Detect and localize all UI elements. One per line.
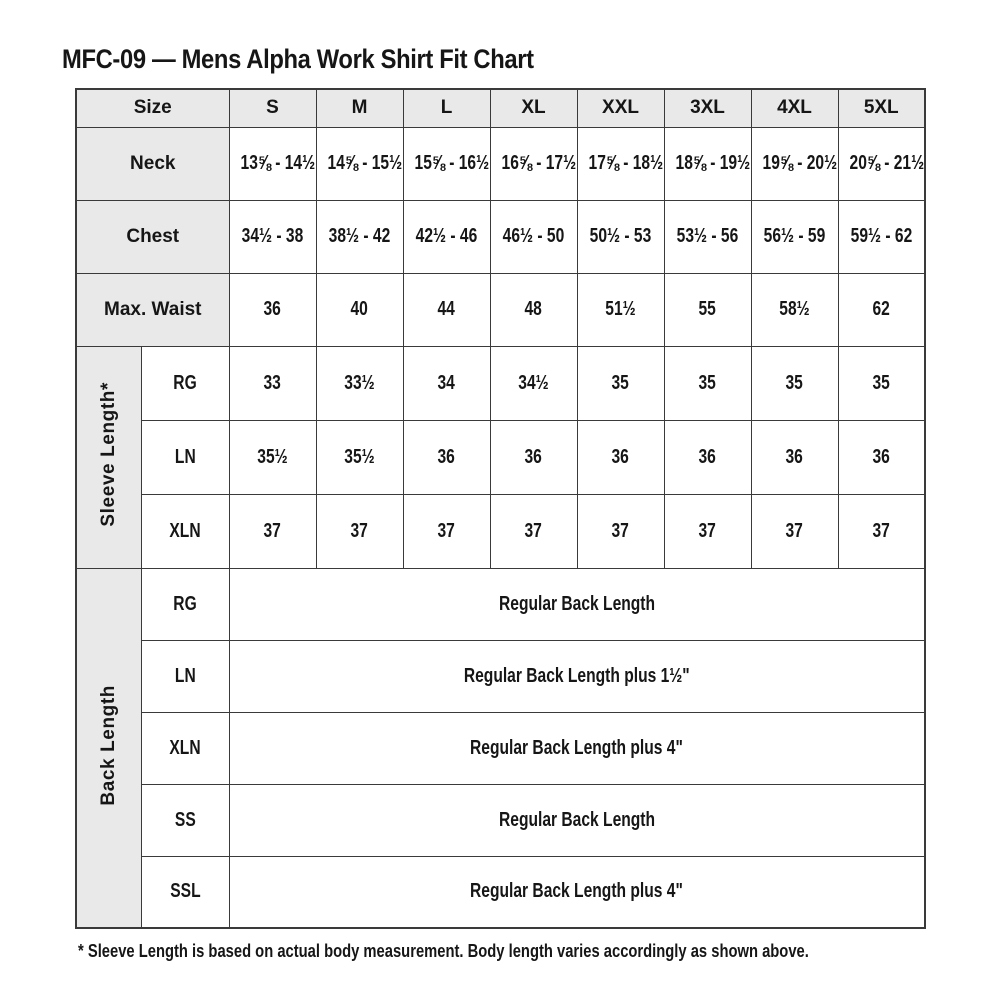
sleeve-ln-row [76, 420, 925, 494]
back-length-section-label-cell [76, 568, 141, 928]
chest-value: 59½ - 62 [850, 225, 913, 247]
waist-value: 40 [350, 298, 369, 320]
neck-value: 18⅝ - 19½ [675, 152, 750, 174]
sleeve-xln-value-cell [838, 494, 925, 568]
sleeve-ln-value-cell [403, 420, 490, 494]
sleeve-rg-code: RG [141, 346, 229, 420]
sleeve-rg-value-cell [229, 346, 316, 420]
neck-value-cell [838, 127, 925, 200]
sleeve-xln-row [76, 494, 925, 568]
back-rg-row [76, 568, 925, 640]
back-length-section-label: Back Length [97, 684, 119, 806]
sleeve-rg-value-cell [403, 346, 490, 420]
back-ssl-row [76, 856, 925, 928]
neck-value: 14⅝ - 15½ [327, 152, 402, 174]
back-xln-row [76, 712, 925, 784]
chest-row [76, 200, 925, 273]
back-xln-text-cell [229, 712, 925, 784]
header-size-label: Size [76, 89, 229, 127]
sleeve-rg-value: 35 [611, 371, 630, 394]
sleeve-ln-value: 36 [437, 445, 456, 468]
header-size-xxl: XXL [577, 89, 664, 127]
sleeve-rg-value: 34 [437, 371, 456, 394]
neck-value-cell [229, 127, 316, 200]
sleeve-rg-value: 33 [263, 371, 282, 394]
waist-value-cell [403, 273, 490, 346]
header-size-4xl: 4XL [751, 89, 838, 127]
waist-value-cell [229, 273, 316, 346]
sleeve-xln-value: 37 [263, 519, 282, 542]
back-ln-text: Regular Back Length plus 1½" [463, 664, 690, 687]
sleeve-rg-value-cell [316, 346, 403, 420]
back-xln-text: Regular Back Length plus 4" [470, 736, 684, 759]
back-rg-code: RG [141, 568, 229, 640]
sleeve-rg-value: 35 [785, 371, 804, 394]
sleeve-xln-value-cell [577, 494, 664, 568]
header-size-xl: XL [490, 89, 577, 127]
sleeve-ln-value-cell [490, 420, 577, 494]
back-ssl-code: SSL [141, 856, 229, 928]
sleeve-ln-value: 36 [611, 445, 630, 468]
back-xln-code: XLN [141, 712, 229, 784]
sleeve-xln-value: 37 [785, 519, 804, 542]
sleeve-length-section-label: Sleeve Length* [97, 382, 119, 527]
back-ln-row [76, 640, 925, 712]
sleeve-ln-value: 35½ [344, 445, 375, 468]
header-size-5xl: 5XL [838, 89, 925, 127]
fit-chart-table [75, 88, 926, 929]
sleeve-xln-value-cell [316, 494, 403, 568]
back-ss-code: SS [141, 784, 229, 856]
header-size-l: L [403, 89, 490, 127]
sleeve-length-section-label-cell [76, 346, 141, 568]
sleeve-xln-value: 37 [872, 519, 890, 542]
waist-value: 51½ [605, 298, 636, 320]
back-rg-text-cell [229, 568, 925, 640]
waist-value: 62 [872, 298, 890, 320]
waist-value: 48 [524, 298, 543, 320]
sleeve-rg-value-cell [664, 346, 751, 420]
chest-value-cell [229, 200, 316, 273]
neck-value: 17⅝ - 18½ [588, 152, 663, 174]
max-waist-row [76, 273, 925, 346]
sleeve-xln-value-cell [664, 494, 751, 568]
sleeve-xln-value-cell [229, 494, 316, 568]
neck-value: 16⅝ - 17½ [501, 152, 576, 174]
chest-value-cell [403, 200, 490, 273]
waist-value: 58½ [779, 298, 810, 320]
sleeve-xln-value-cell [490, 494, 577, 568]
header-size-3xl: 3XL [664, 89, 751, 127]
sleeve-ln-value: 36 [524, 445, 543, 468]
sleeve-ln-value: 36 [785, 445, 804, 468]
chest-value-cell [577, 200, 664, 273]
back-ss-row [76, 784, 925, 856]
sleeve-xln-value: 37 [611, 519, 630, 542]
sleeve-rg-value-cell [490, 346, 577, 420]
sleeve-xln-value: 37 [437, 519, 456, 542]
waist-value-cell [490, 273, 577, 346]
sleeve-ln-code: LN [141, 420, 229, 494]
back-ln-code: LN [141, 640, 229, 712]
back-ss-text: Regular Back Length [498, 808, 655, 831]
sleeve-rg-row [76, 346, 925, 420]
chest-value: 38½ - 42 [328, 225, 391, 247]
sleeve-rg-value: 35 [698, 371, 717, 394]
sleeve-xln-value-cell [403, 494, 490, 568]
footnote [78, 941, 969, 962]
sleeve-ln-value-cell [838, 420, 925, 494]
sleeve-rg-value: 33½ [344, 371, 375, 394]
waist-value-cell [577, 273, 664, 346]
sleeve-rg-value-cell [577, 346, 664, 420]
waist-value-cell [838, 273, 925, 346]
waist-value: 44 [437, 298, 456, 320]
chest-value-cell [316, 200, 403, 273]
sleeve-rg-value: 34½ [518, 371, 549, 394]
sleeve-xln-code: XLN [141, 494, 229, 568]
chest-value-cell [751, 200, 838, 273]
waist-value-cell [664, 273, 751, 346]
neck-row-label: Neck [76, 127, 229, 200]
waist-value: 36 [263, 298, 282, 320]
neck-value: 15⅝ - 16½ [414, 152, 489, 174]
waist-value: 55 [698, 298, 717, 320]
neck-value-cell [577, 127, 664, 200]
chest-value-cell [490, 200, 577, 273]
chest-value: 46½ - 50 [502, 225, 565, 247]
sleeve-rg-value-cell [751, 346, 838, 420]
sleeve-rg-value: 35 [872, 371, 890, 394]
chest-value: 50½ - 53 [589, 225, 652, 247]
sleeve-xln-value-cell [751, 494, 838, 568]
sleeve-ln-value-cell [664, 420, 751, 494]
neck-value: 19⅝ - 20½ [762, 152, 837, 174]
sleeve-ln-value: 35½ [257, 445, 288, 468]
sleeve-xln-value: 37 [350, 519, 369, 542]
neck-value-cell [403, 127, 490, 200]
waist-value-cell [316, 273, 403, 346]
back-ss-text-cell [229, 784, 925, 856]
sleeve-ln-value-cell [577, 420, 664, 494]
chest-value: 56½ - 59 [763, 225, 826, 247]
sleeve-ln-value: 36 [872, 445, 890, 468]
neck-value: 20⅝ - 21½ [849, 152, 924, 174]
neck-value-cell [664, 127, 751, 200]
header-size-s: S [229, 89, 316, 127]
back-ln-text-cell [229, 640, 925, 712]
max-waist-row-label: Max. Waist [76, 273, 229, 346]
header-size-m: M [316, 89, 403, 127]
sleeve-ln-value-cell [229, 420, 316, 494]
sleeve-ln-value-cell [751, 420, 838, 494]
sleeve-xln-value: 37 [524, 519, 543, 542]
chest-row-label: Chest [76, 200, 229, 273]
neck-value: 13⅝ - 14½ [240, 152, 315, 174]
back-rg-text: Regular Back Length [498, 592, 655, 615]
chest-value-cell [838, 200, 925, 273]
sleeve-ln-value: 36 [698, 445, 717, 468]
sleeve-rg-value-cell [838, 346, 925, 420]
neck-row [76, 127, 925, 200]
back-ssl-text-cell [229, 856, 925, 928]
chest-value: 53½ - 56 [676, 225, 739, 247]
chest-value: 34½ - 38 [241, 225, 304, 247]
footnote-text: * Sleeve Length is based on actual body measurement. Body length varies accordingly as shown above. [78, 941, 809, 961]
neck-value-cell [316, 127, 403, 200]
page-title: MFC-09 — Mens Alpha Work Shirt Fit Chart [62, 44, 534, 74]
chest-value-cell [664, 200, 751, 273]
neck-value-cell [490, 127, 577, 200]
neck-value-cell [751, 127, 838, 200]
header-row [76, 89, 925, 127]
back-ssl-text: Regular Back Length plus 4" [470, 880, 684, 903]
sleeve-xln-value: 37 [698, 519, 717, 542]
waist-value-cell [751, 273, 838, 346]
chest-value: 42½ - 46 [415, 225, 478, 247]
sleeve-ln-value-cell [316, 420, 403, 494]
